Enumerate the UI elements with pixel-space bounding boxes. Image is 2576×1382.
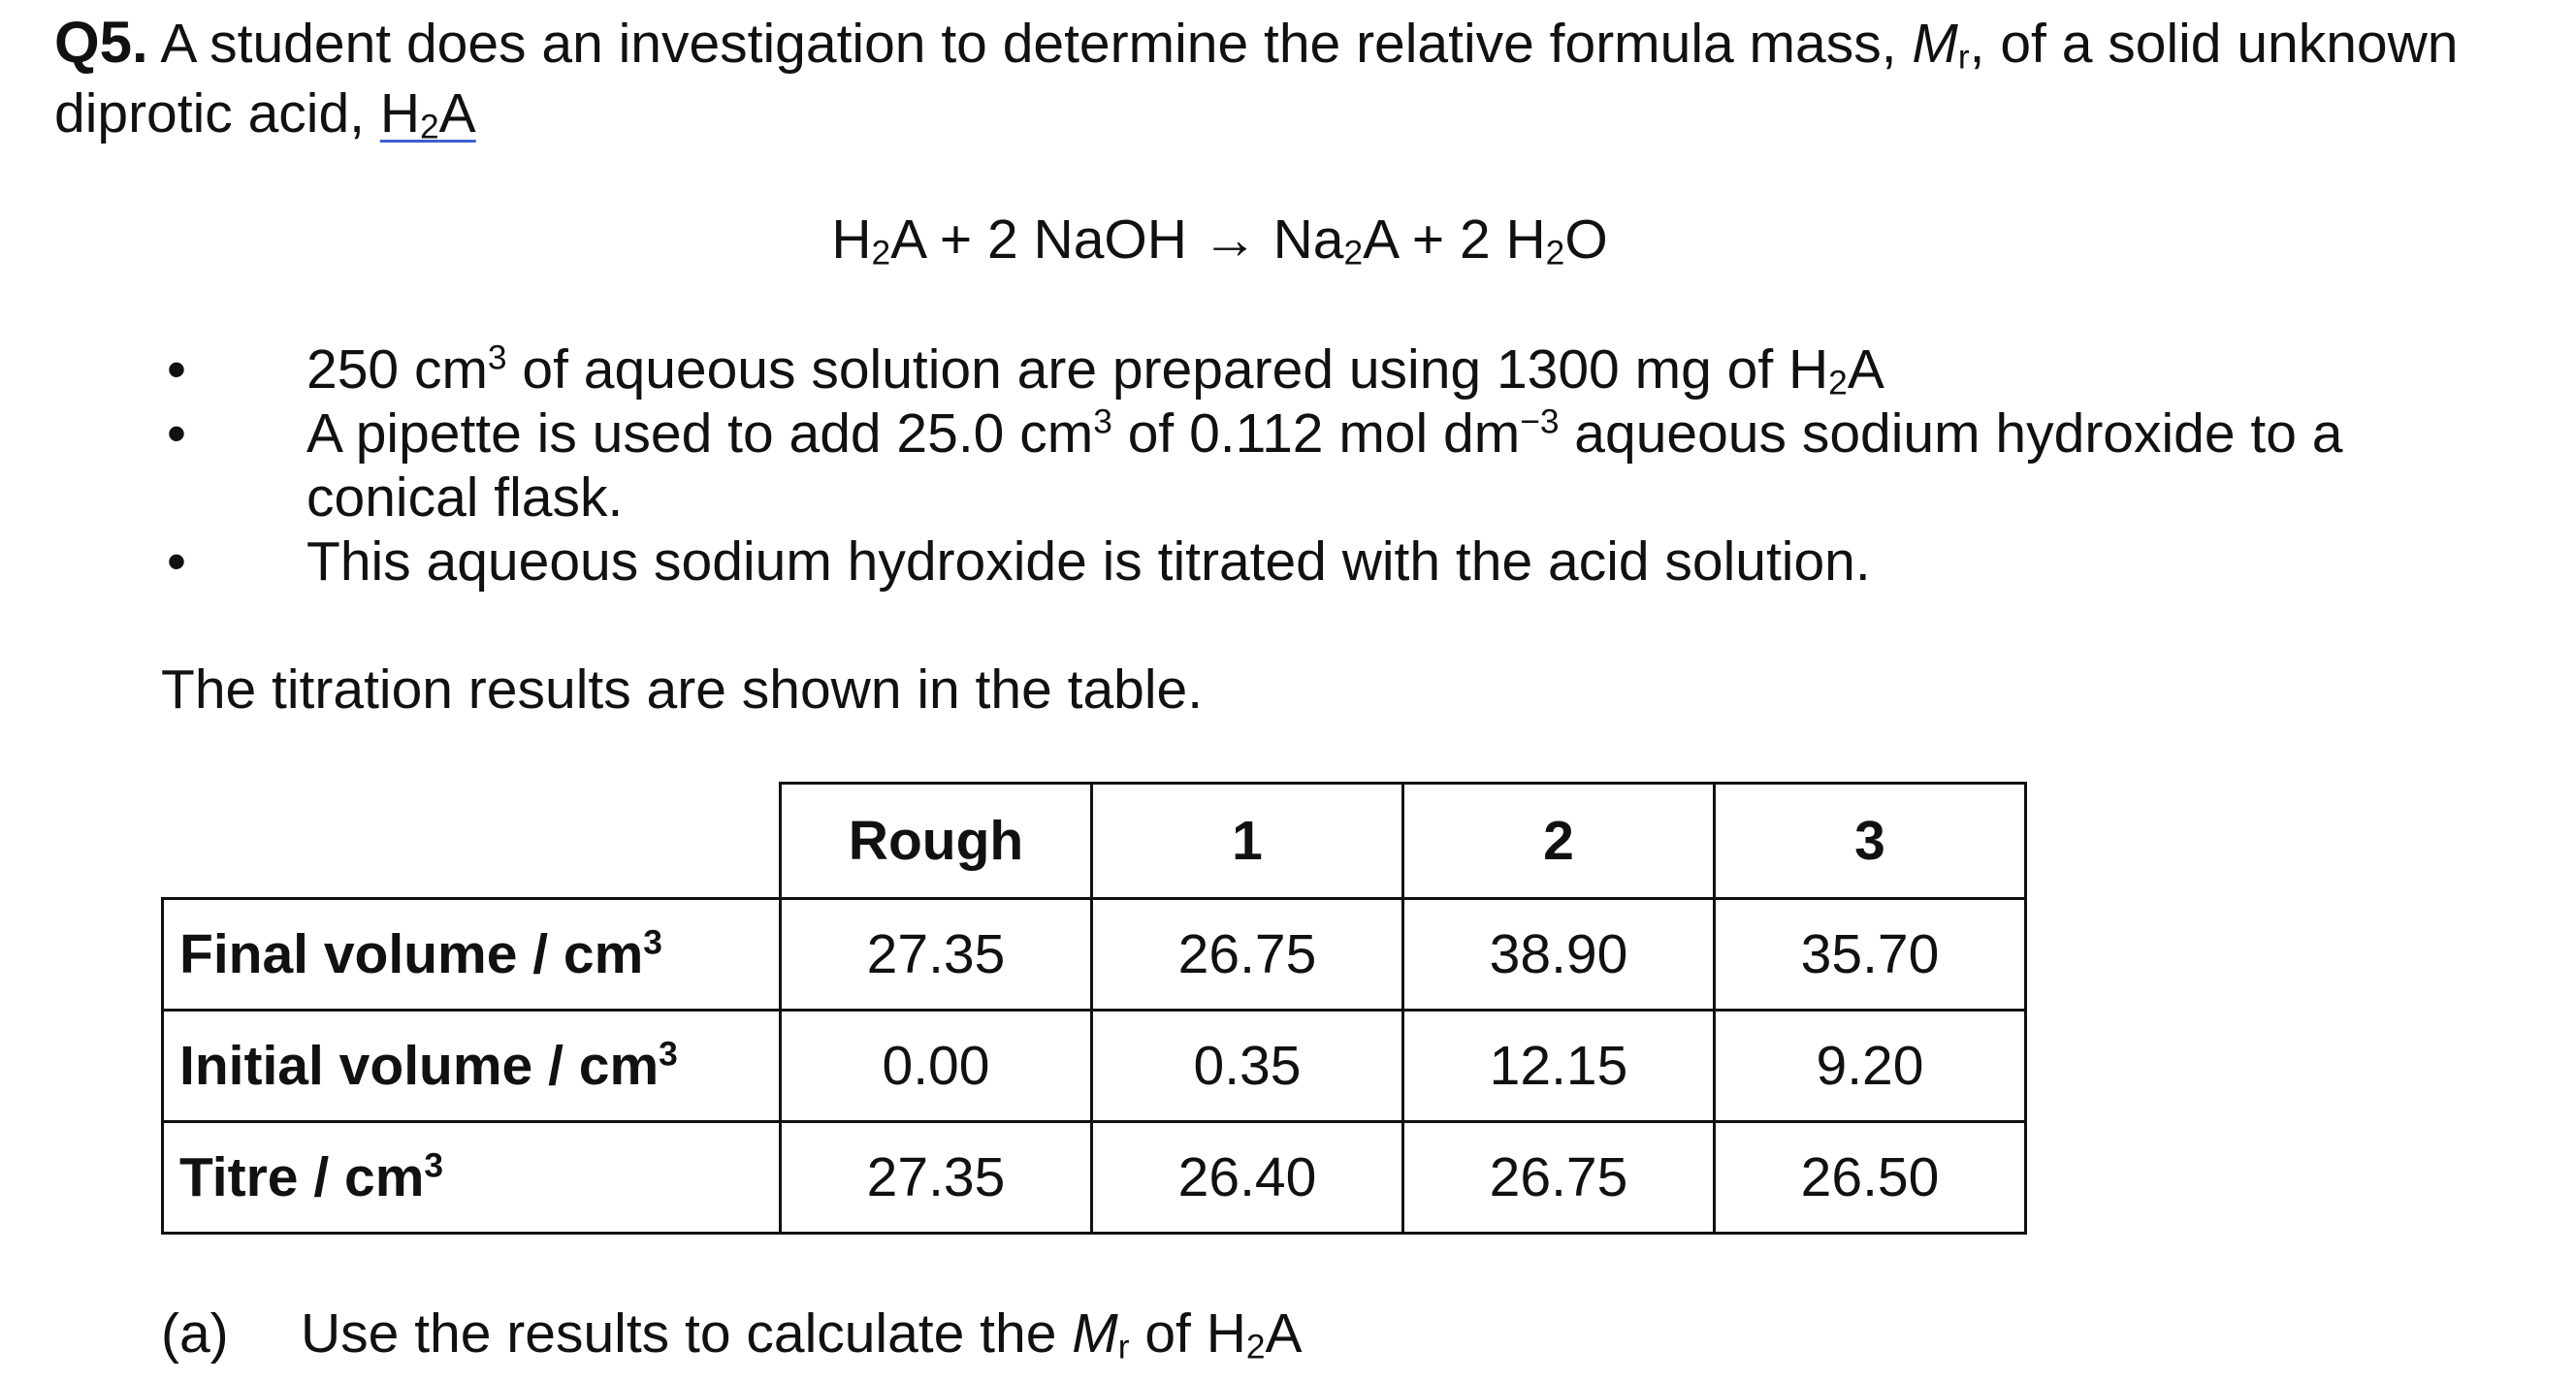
acid-formula: $H_2A$ xyxy=(379,82,476,146)
table-corner xyxy=(163,784,781,899)
table-cell: 9.20 xyxy=(1715,1011,2026,1122)
column-header: 2 xyxy=(1403,784,1715,899)
table-header-row xyxy=(163,784,2026,899)
bullet-item: • 250 $cm^3$ of aqueous solution are prepared using 1300 mg of $H_2A$ xyxy=(167,338,1884,402)
column-header: 1 xyxy=(1092,784,1403,899)
bullet-dot: • xyxy=(167,338,186,401)
bullet-dot: • xyxy=(167,402,186,465)
bullet-item: • This aqueous sodium hydroxide is titrated with the acid solution. xyxy=(167,530,1871,593)
question-line-2-text: diprotic acid, xyxy=(54,82,380,145)
table-cell: 26.40 xyxy=(1092,1122,1403,1234)
part-a-label: (a) xyxy=(161,1302,229,1365)
column-header: 3 xyxy=(1715,784,2026,899)
table-cell: 26.75 xyxy=(1092,899,1403,1011)
table-row xyxy=(163,899,2026,1011)
mr-subscript: r xyxy=(1957,38,1970,77)
table-cell: 0.00 xyxy=(781,1011,1092,1122)
column-header: Rough xyxy=(781,784,1092,899)
table-cell: 27.35 xyxy=(781,899,1092,1011)
table-cell: 26.75 xyxy=(1403,1122,1715,1234)
table-row xyxy=(163,1011,2026,1122)
question-intro xyxy=(54,8,2576,148)
table-row xyxy=(163,1122,2026,1234)
question-line-2 xyxy=(54,79,2576,148)
table-cell: 12.15 xyxy=(1403,1011,1715,1122)
table-cell: 35.70 xyxy=(1715,899,2026,1011)
chemical-equation: $H_2A + 2$ NaOH → $Na_2A + 2$ $H_2O$ xyxy=(831,209,1608,273)
question-line-1 xyxy=(54,8,2576,79)
question-text-end: , of a solid unknown xyxy=(1969,13,2459,75)
part-a: (a) Use the results to calculate the $M_r$ of $H_2A$ xyxy=(161,1300,1303,1367)
question-text: A student does an investigation to determine the relative formula mass, xyxy=(160,13,1913,75)
table-cell: 27.35 xyxy=(781,1122,1092,1234)
row-label: Initial volume / $cm^3$ xyxy=(163,1011,781,1122)
bullet-dot: • xyxy=(167,530,186,593)
titration-table xyxy=(161,782,2027,1235)
table-cell: 0.35 xyxy=(1092,1011,1403,1122)
bullet-item: • A pipette is used to add 25.0 $cm^3$ of 0.112 mol $dm^{-3}$ aqueous sodium hydroxide to a conical flask. xyxy=(167,402,2343,529)
reaction-arrow: → xyxy=(1202,209,1258,271)
row-label: Final volume / $cm^3$ xyxy=(163,899,781,1011)
table-cell: 26.50 xyxy=(1715,1122,2026,1234)
results-intro: The titration results are shown in the table. xyxy=(161,659,1204,721)
mr-symbol: M xyxy=(1912,13,1958,75)
bullet-list xyxy=(155,337,2483,594)
table-cell: 38.90 xyxy=(1403,899,1715,1011)
question-number: Q5. xyxy=(54,10,148,75)
row-label: Titre / $cm^3$ xyxy=(163,1122,781,1234)
